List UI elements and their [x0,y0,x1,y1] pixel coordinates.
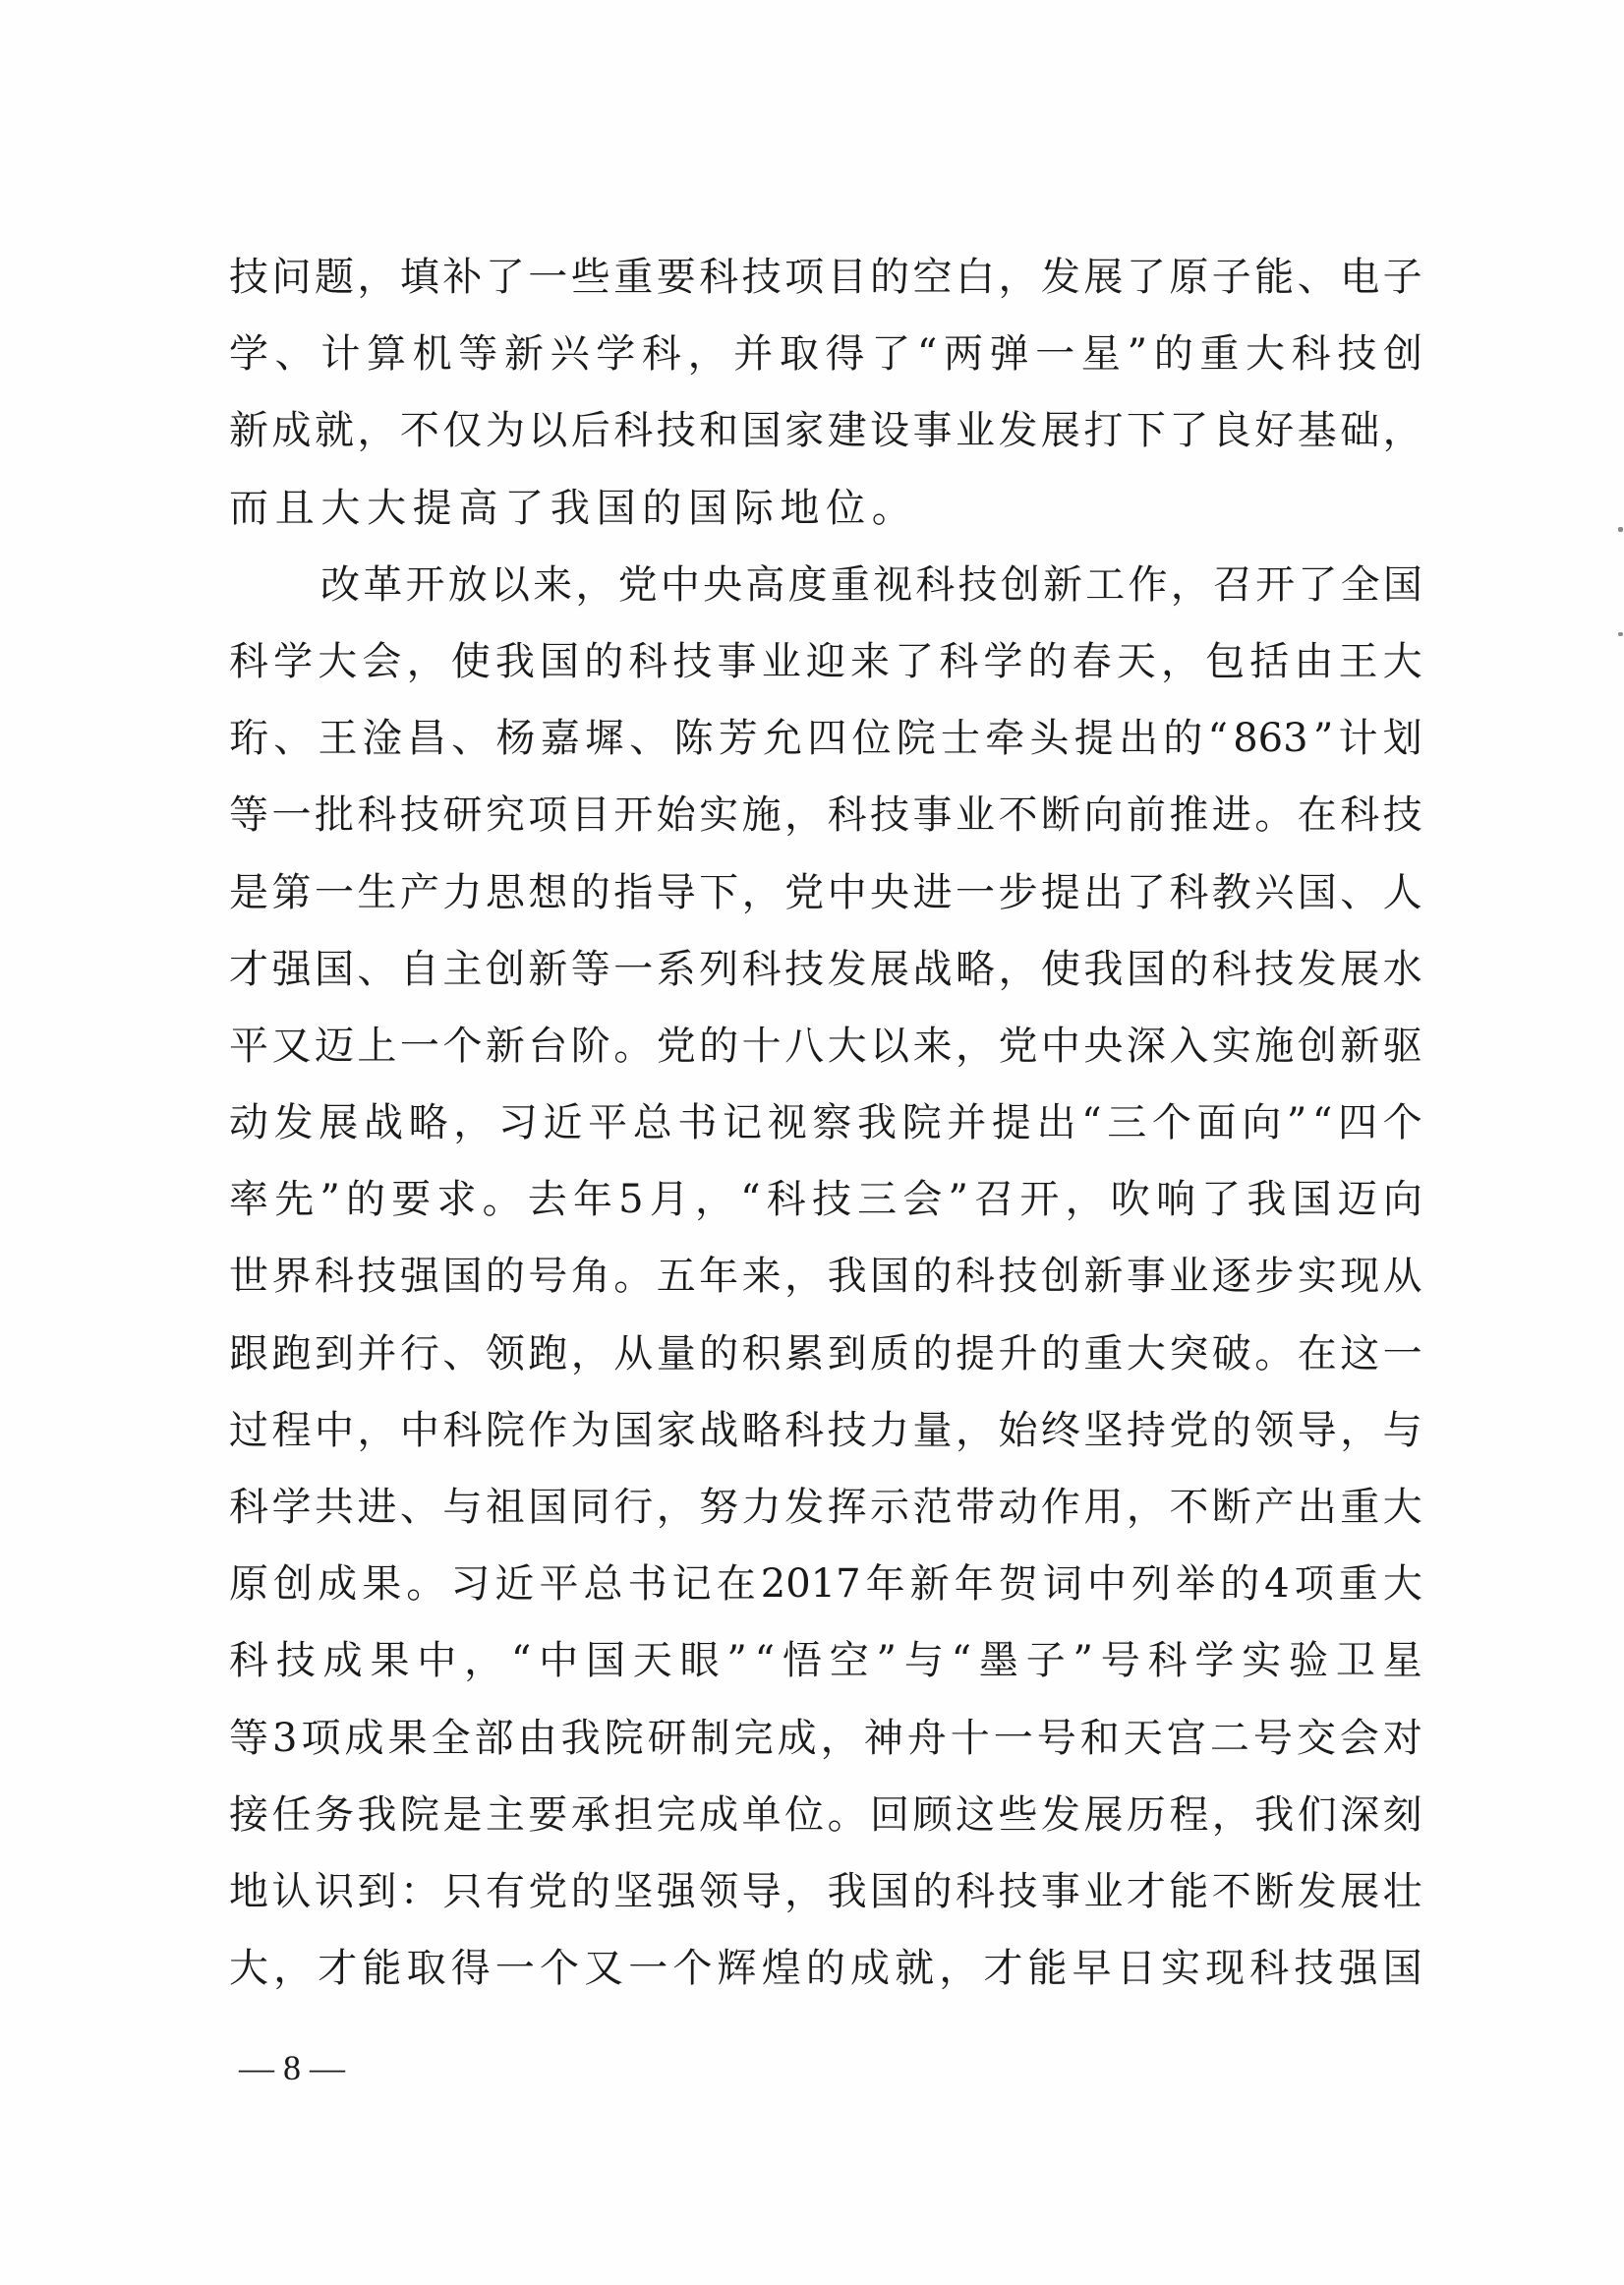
text-line-content: 新 成 就 ， 不 仅 为 以 后 科 技 和 国 家 建 设 事 业 发 展 打 下 了 良 好 基 础 ， [229,408,1422,454]
paragraph-2 [229,556,1422,2017]
text-line-content: 跟 跑 到 并 行 、 领 跑 ， 从 量 的 积 累 到 质 的 提 升 的 重 大 突 破 。 在 这 一 [229,1330,1422,1377]
text-line [229,1401,1422,1478]
text-line [229,1862,1422,1939]
text-line [229,556,1422,632]
text-line [229,1786,1422,1862]
body-text [229,248,1422,2016]
text-line [229,401,1422,478]
text-line [229,863,1422,940]
paragraph-1 [229,248,1422,556]
text-line-content: 珩 、 王 淦 昌 、 杨 嘉 墀 、 陈 芳 允 四 位 院 士 牵 头 提 出 的 “ 863 ” 计 划 [229,716,1422,762]
text-line-content: 率 先 ” 的 要 求 。 去 年 5 月 ， “ 科 技 三 会 ” 召 开 ， 吹 响 了 我 国 迈 向 [229,1177,1422,1223]
text-line [229,1631,1422,1708]
text-line-content: 世 界 科 技 强 国 的 号 角 。 五 年 来 ， 我 国 的 科 技 创 新 事 业 逐 步 实 现 从 [229,1254,1422,1300]
page-number: — 8 — [239,2048,345,2087]
text-line [229,1939,1422,2016]
text-line-content: 接 任 务 我 院 是 主 要 承 担 完 成 单 位 。 回 顾 这 些 发 展 历 程 ， 我 们 深 刻 [229,1791,1422,1838]
text-line-content: 等 3 项 成 果 全 部 由 我 院 研 制 完 成 ， 神 舟 十 一 号 和 天 宫 二 号 交 会 对 [229,1715,1422,1761]
text-line-content: 改 革 开 放 以 来 ， 党 中 央 高 度 重 视 科 技 创 新 工 作 ， 召 开 了 全 国 [320,561,1422,608]
text-line [229,786,1422,862]
text-line-content: 才 强 国 、 自 主 创 新 等 一 系 列 科 技 发 展 战 略 ， 使 我 国 的 科 技 发 展 水 [229,946,1422,992]
text-line [229,248,1422,324]
text-line [229,1170,1422,1247]
text-line-content: 平 又 迈 上 一 个 新 台 阶 。 党 的 十 八 大 以 来 ， 党 中 央 深 入 实 施 创 新 驱 [229,1023,1422,1069]
text-line [229,324,1422,401]
text-line-content: 地 认 识 到 ： 只 有 党 的 坚 强 领 导 ， 我 国 的 科 技 事 业 才 能 不 断 发 展 壮 [229,1868,1422,1914]
text-line [229,1324,1422,1401]
text-line [229,940,1422,1017]
text-line-content: 科 学 大 会 ， 使 我 国 的 科 技 事 业 迎 来 了 科 学 的 春 天 ， 包 括 由 王 大 [229,638,1422,684]
text-line [229,632,1422,709]
text-line [229,479,1422,556]
text-line [229,1554,1422,1631]
text-line-content: 学 、 计 算 机 等 新 兴 学 科 ， 并 取 得 了 “ 两 弹 一 星 ” 的 重 大 科 技 创 [229,331,1422,378]
text-line-content: 科 学 共 进 、 与 祖 国 同 行 ， 努 力 发 挥 示 范 带 动 作 用 ， 不 断 产 出 重 大 [229,1485,1422,1530]
text-line-content: 动 发 展 战 略 ， 习 近 平 总 书 记 视 察 我 院 并 提 出 “ 三 个 面 向 ” “ 四 个 [229,1100,1422,1146]
text-line [229,1709,1422,1786]
scan-artifact [1618,527,1623,532]
text-line-content: 大 ， 才 能 取 得 一 个 又 一 个 辉 煌 的 成 就 ， 才 能 早 日 实 现 科 技 强 国 [229,1946,1422,1992]
text-line-content: 是 第 一 生 产 力 思 想 的 指 导 下 ， 党 中 央 进 一 步 提 出 了 科 教 兴 国 、 人 [229,869,1422,915]
text-line-content: 科 技 成 果 中 ， “ 中 国 天 眼 ” “ 悟 空 ” 与 “ 墨 子 ” 号 科 学 实 验 卫 星 [229,1638,1422,1684]
text-line [229,1478,1422,1554]
text-line-content: 原 创 成 果 。 习 近 平 总 书 记 在 2017 年 新 年 贺 词 中 列 举 的 4 项 重 大 [229,1561,1422,1608]
text-line [229,1017,1422,1093]
text-line [229,1247,1422,1323]
text-line-content: 而且大大提高了我国的国际地位。 [229,485,918,531]
text-line [229,1093,1422,1170]
text-line-content: 技 问 题 ， 填 补 了 一 些 重 要 科 技 项 目 的 空 白 ， 发 展 了 原 子 能 、 电 子 [229,255,1422,300]
text-line-content: 等 一 批 科 技 研 究 项 目 开 始 实 施 ， 科 技 事 业 不 断 向 前 推 进 。 在 科 技 [229,792,1422,839]
text-line-content: 过 程 中 ， 中 科 院 作 为 国 家 战 略 科 技 力 量 ， 始 终 坚 持 党 的 领 导 ， 与 [229,1407,1422,1453]
scan-artifact [1618,632,1623,636]
text-line [229,709,1422,786]
